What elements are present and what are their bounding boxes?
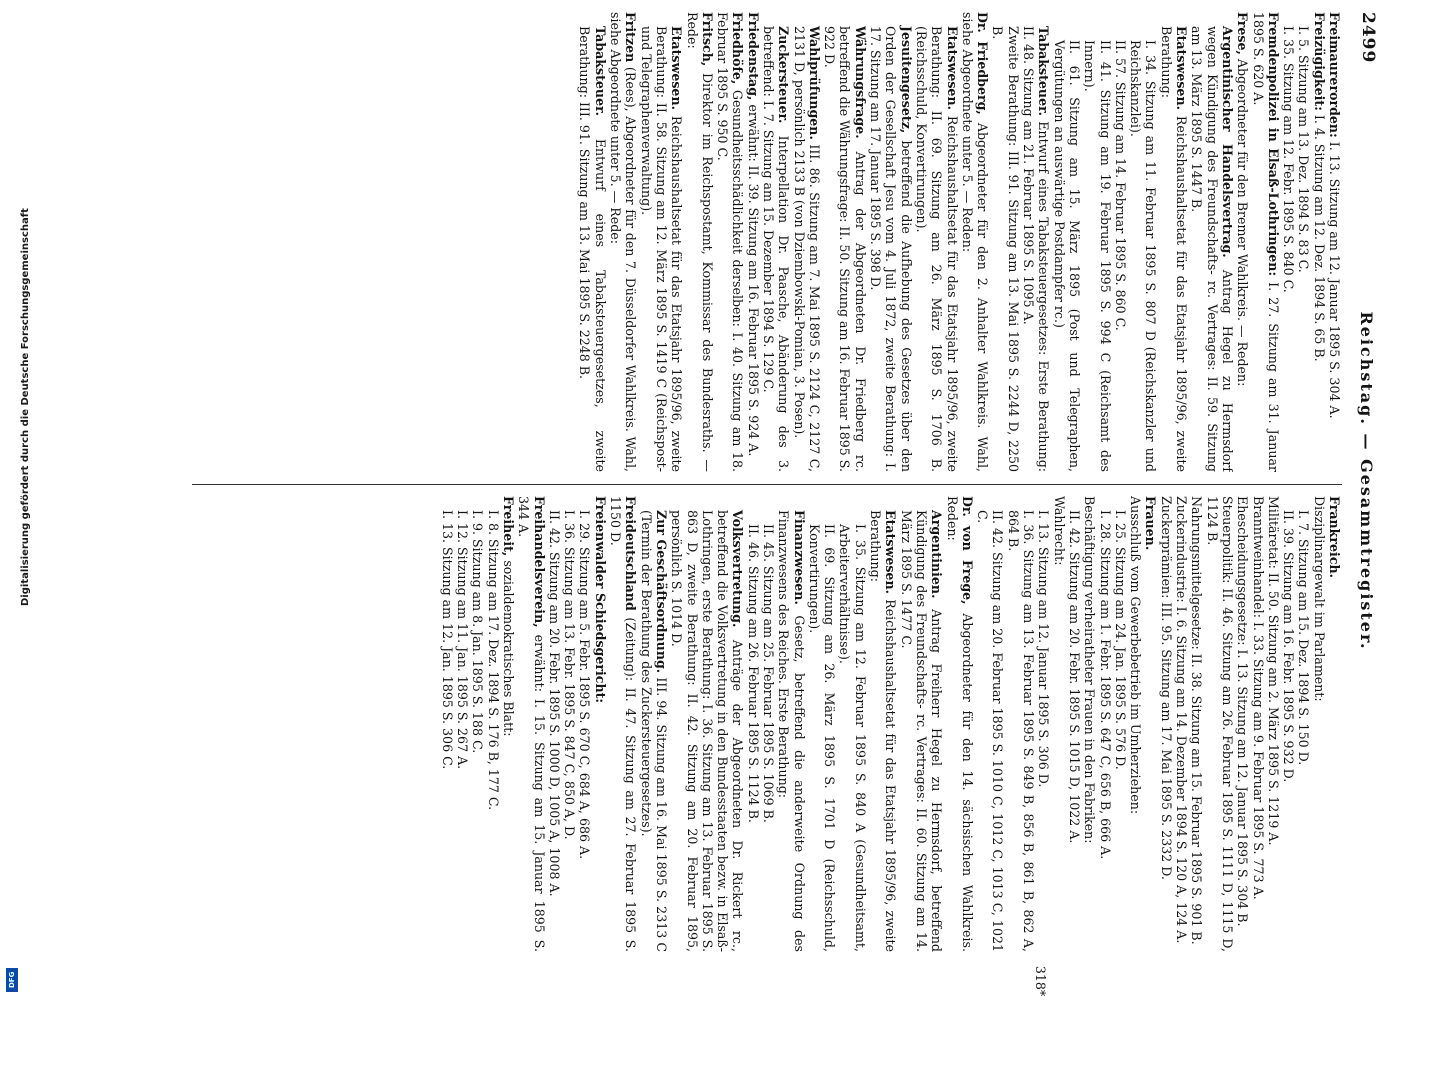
index-text: Branntweinhandel: I. 33. Sitzung am 9. Februar 1895 S. 773 A. [1250,496,1266,900]
index-entry [868,12,914,472]
index-entry [608,496,639,952]
index-text: Nahrungsmittelgesetze: II. 38. Sitzung am 15. Februar 1895 S. 901 B. [1189,496,1205,945]
index-text: Ausschluß vom Gewerbebetrieb im Umherziehen: [1128,496,1144,815]
index-keyword: Währungsfrage. [852,26,868,139]
index-text: sozialdemokratisches Blatt: [500,556,516,737]
index-text: Anträge der Abgeordneten Dr. Rickert rc., betreffend die Volksvertretung in den Bundesstaaten bezw. in Elsaß-Lothringen, erste Berathung: I. 36. Sitzung am 13. Februar 1895 S. 863 D, zweite Berathung: II. 42. Sitzung am 20. Februar 1895, persönlich S. 1014 D. [669,510,746,952]
index-entry [807,496,838,952]
index-entry [1128,12,1159,472]
index-entry [1189,12,1235,472]
index-entry [501,496,516,952]
index-entry [1128,496,1143,952]
index-text: Beschäftigung verheiratheter Frauen in den Fabriken: [1082,496,1098,844]
index-entry [1005,496,1036,952]
index-text: II. 45. Sitzung am 25. Februar 1895 S. 1069 B. [761,524,777,823]
index-entry [960,12,991,472]
index-keyword: Frankreich. [1327,496,1342,579]
index-entry [975,496,1006,952]
index-entry [1082,12,1113,472]
index-text: erwähnt: I. 15. Sitzung am 15. Januar 1895 S. 344 A. [516,496,547,952]
index-text: II. 41. Sitzung am 19. Februar 1895 S. 994 C (Reichsamt des Innern). [1082,40,1113,472]
index-text: I. 13. Sitzung am 12. Januar 1895 S. 306 D. [1036,510,1052,788]
index-text: II. 42. Sitzung am 20. Febr. 1895 S. 1015 D, 1022 A. [1066,510,1082,844]
index-text: Abgeordneter für den Bremer Wahlkreis. — Reden: [1235,54,1251,387]
index-entry [1311,496,1326,952]
index-entry [547,496,562,952]
index-keyword: Freimaurerorden: [1327,12,1342,138]
index-entry [1158,12,1189,472]
index-text: Militäretat: II. 50. Sitzung am 2. März 1895 S. 1219 A. [1265,496,1281,846]
index-entry [745,496,760,952]
index-keyword: Volksvertretung. [730,510,746,628]
index-text: I. 36. Sitzung am 13. Febr. 1895 S. 847 C, 850 A, D. [562,510,578,840]
index-entry [516,496,547,952]
index-text: I. 36. Sitzung am 13. Februar 1895 S. 849 B, 856 B, 861 B, 862 A, 864 B. [1005,510,1037,952]
index-text: Reichshaushaltsetat für das Etatsjahr 1895/96, zweite Berathung: II. 69. Sitzung am 26. März 1895 S. 1706 B. (Reichsschuld, Konvertirungen). [913,26,960,472]
index-entry [1296,12,1311,472]
index-text: I. 9. Sitzung am 8. Jan. 1895 S. 188 C. [470,510,486,754]
index-keyword: Fritzen [623,12,639,63]
index-keyword: Zuckersteuer. [776,26,792,124]
index-entry [1281,496,1296,952]
index-keyword: Zur Geschäftsordnung. [653,510,669,674]
index-entry [1036,496,1051,952]
index-keyword: Etatswesen. [1174,26,1190,110]
index-entry [1311,12,1326,472]
index-text: Zuckerindustrie: I. 6. Sitzung am 14. Dezember 1894 S. 120 A, 124 A. [1174,496,1190,944]
index-text: I. 13. Sitzung am 12. Jan. 1895 S. 306 C. [439,510,455,770]
index-entry [868,496,899,952]
index-entry [562,496,577,952]
index-text: Antrag Freiherr Hegel zu Hermsdorf, betreffend Kündigung des Freundschafts- rc. Vertrages: II. 60. Sitzung am 14. März 1895 S. 1477 C. [898,510,945,952]
index-entry [608,12,639,472]
index-entry [914,12,960,472]
index-column-left [192,12,1342,472]
index-entry [761,496,776,952]
index-entry [1250,496,1265,952]
index-text: Entwurf eines Tabaksteuergesetzes, zweite Berathung: III. 91. Sitzung am 13. Mai 1895 S. 2248 B. [577,26,608,472]
index-entry [638,496,669,952]
index-entry [669,496,745,952]
index-keyword: Friedhöfe, [730,12,746,85]
index-entry [638,12,684,472]
index-text: III. 94. Sitzung am 16. Mai 1895 S. 2313 C (Termin der Berathung des Zuckersteuergesetzes). [638,510,669,952]
index-entry [1235,496,1250,952]
index-keyword: Fremdenpolizei in Elsaß-Lothringen: [1265,12,1281,277]
index-entry [990,12,1021,472]
index-text: Reichshaushaltsetat für das Etatsjahr 1895/96, zweite Berathung: [868,510,899,952]
index-keyword: Freideutschland [623,496,639,611]
sheet-signature: 318* [1033,965,1048,997]
index-entry [1051,496,1066,952]
index-keyword: Argentinischer Handelsvertrag. [1219,26,1235,258]
index-entry [791,12,822,472]
index-text: I. 27. Sitzung am 31. Januar 1895 S. 620 A. [1250,12,1281,472]
index-keyword: Freienwalder Schiedsgericht: [592,496,608,704]
index-text: II. 42. Sitzung am 20. Februar 1895 S. 1010 C, 1012 C, 1013 C, 1021 C. [975,510,1006,952]
index-text: Abgeordneter für den 14. sächsischen Wahlkreis. Reden: [944,496,975,952]
index-text: Interpellation Dr. Paasche, Abänderung des 3. betreffend: I. 7. Sitzung am 15. Dezember 1894 S. 129 C. [761,26,792,472]
index-column-right [192,496,1342,952]
index-keyword: Dr. Friedberg, [975,12,991,115]
index-text: (Rees), Abgeordneter für den 7. Düsseldorfer Wahlkreis. Wahl, siehe Abgeordnete unter 5. — Rede: [608,12,639,472]
index-text: II. 61. Sitzung am 15. März 1895 (Post und Telegraphen, Vergütungen an auswärtige Postdampfer rc.) [1051,40,1082,472]
index-entry [1266,496,1281,952]
index-entry [1113,12,1128,472]
index-entry [1189,496,1204,952]
index-entry [1327,496,1342,952]
page-title: Reichstag. — Gesammtregister. [1357,311,1376,651]
index-text: I. 29. Sitzung am 5. Febr. 1895 S. 670 C, 684 A, 686 A. [577,510,593,860]
index-entry [944,496,975,952]
index-text: Antrag der Abgeordneten Dr. Friedberg rc. betreffend die Währungsfrage: II. 50. Sitzung am 16. Februar 1895 S. 922 D. [822,26,868,472]
index-text: I. 35. Sitzung am 12. Februar 1895 S. 840 A (Gesundheitsamt, Arbeiterverhältnisse). [837,524,868,952]
index-text: I. 12. Sitzung am 11. Jan. 1895 S. 267 A. [455,510,471,770]
index-entry [715,12,746,472]
index-text: Ehescheidungsgesetze: I. 13. Sitzung am 12. Januar 1895 S. 304 B. [1235,496,1251,927]
index-keyword: Frese, [1235,12,1251,55]
index-text: Zweite Berathung: III. 91. Sitzung am 13. Mai 1895 S. 2244 D, 2250 B. [990,26,1021,472]
index-keyword: Tabaksteuer. [592,26,608,116]
index-entry [470,496,485,952]
index-entry [1082,496,1097,952]
index-entry [822,12,868,472]
index-entry [1158,496,1173,952]
index-entry [577,12,608,472]
index-entry [455,496,470,952]
index-text: I. 5. Sitzung am 13. Dez. 1894 S. 83 C. [1296,26,1312,273]
index-text: Abgeordneter für den 2. Anhalter Wahlkreis. Wahl, siehe Abgeordnete unter 5. — Reden: [959,12,991,472]
index-text: Direktor im Reichspostamt, Kommissar des Bundesraths. — Rede: [684,12,715,472]
index-entry [577,496,592,952]
index-entry [684,12,715,472]
index-entry [1296,496,1311,952]
index-entry [1235,12,1250,472]
index-keyword: Wahlprüfungen. [806,26,822,140]
index-text: betreffend die Aufhebung des Gesetzes über den Orden der Gesellschaft Jesu vom 4. Juli 1872, zweite Berathung: I. 17. Sitzung am 17. Januar 1895 S. 398 D. [868,26,914,472]
index-keyword: Tabaksteuer. [1036,26,1052,116]
index-keyword: Argentinien. [929,510,945,599]
index-entry [761,12,792,472]
index-text: Zuckerprämien: III. 95. Sitzung am 17. Mai 1895 S. 2332 D. [1158,496,1174,880]
index-keyword: Jesuitengesetz, [898,26,914,134]
index-entry [1021,12,1052,472]
page-number: 2499 [1358,12,1378,64]
index-text: I. 28. Sitzung am 1. Febr. 1895 S. 647 C, 656 B, 666 A. [1097,510,1113,860]
index-text: Wahlrecht: [1051,496,1067,566]
index-keyword: Freiheit, [500,496,516,557]
index-entry [1250,12,1281,472]
index-entry [1143,496,1158,952]
index-entry [837,496,868,952]
index-entry [898,496,944,952]
index-text: I. 7. Sitzung am 15. Dez. 1894 S. 150 D. [1296,510,1312,766]
index-entry [485,496,500,952]
rotated-document-page [178,6,1388,956]
index-entry [1327,12,1342,472]
index-keyword: Friedenstag, [745,12,761,101]
index-entry [1113,496,1128,952]
index-text: erwähnt: II. 39. Sitzung am 16. Februar 1895 S. 924 A. [745,100,761,457]
index-keyword: Etatswesen. [944,26,960,110]
dfg-logo-icon: DFG [6,968,18,992]
digitization-credit: Digitalisierung gefördert durch die Deutsche Forschungsgemeinschaft [20,208,31,606]
index-keyword: Finanzwesen. [791,510,807,605]
index-text: Antrag Hegel zu Hermsdorf wegen Kündigung des Freundschafts- rc. Vertrages: II. 59. Sitzung am 13. März 1895 S. 1447 B. [1189,26,1235,472]
index-entry [1051,12,1082,472]
index-keyword: Freihandelsverein, [531,496,547,628]
index-text: II. 42. Sitzung am 20. Febr. 1895 S. 1000 D, 1005 A, 1008 A. [546,510,562,897]
index-keyword: Freizügigkeit: [1311,12,1327,111]
page-header [1342,6,1388,956]
index-entry [1097,496,1112,952]
index-text: I. 35. Sitzung am 12. Febr. 1895 S. 840 C. [1281,26,1297,293]
index-keyword: Fritsch, [699,12,715,67]
column-divider [192,484,1342,485]
index-text: Reichshaushaltsetat für das Etatsjahr 1895/96, zweite Berathung: II. 58. Sitzung am 12. März 1895 S. 1419 C (Reichspost- und Telegraphenverwaltung). [638,26,685,472]
index-text: III. 86. Sitzung am 7. Mai 1895 S. 2124 C, 2127 C, 2131 D, persönlich 2133 B (von Dziembowski-Pomian, 3. Posen). [791,26,822,472]
index-keyword: Dr. von Frege, [959,496,975,605]
index-entry [1281,12,1296,472]
index-keyword: Etatswesen. [883,510,899,594]
index-text: II. 69. Sitzung am 26. März 1895 S. 1701 D (Reichsschuld, Konvertirungen). [806,524,838,952]
index-text: Steuerpolitik: II. 46. Sitzung am 26. Februar 1895 S. 1111 D, 1115 D, 1124 B. [1204,496,1235,952]
index-entry [439,496,454,952]
index-text: I. 8. Sitzung am 17. Dez. 1894 S. 176 B, 177 C. [485,510,501,811]
index-entry [1067,496,1082,952]
index-entry [1204,496,1235,952]
index-text: II. 57. Sitzung am 14. Februar 1895 S. 860 C. [1112,40,1128,331]
index-text: Disziplinargewalt im Parlament: [1311,496,1327,702]
index-keyword: Etatswesen. [669,26,685,110]
index-text: II. 39. Sitzung am 16. Febr. 1895 S. 932 D. [1281,510,1297,783]
index-text: I. 4. Sitzung am 12. Dez. 1894 S. 65 B. [1311,110,1327,362]
index-entry [592,496,607,952]
index-entry [1174,496,1189,952]
index-text: Gesundheitsschädlichkeit derselben: I. 40. Sitzung am 18. Februar 1895 S. 950 C. [715,12,746,472]
index-text: Reichshaushaltsetat für das Etatsjahr 1895/96, zweite Berathung: [1158,26,1190,472]
index-keyword: Frauen. [1143,496,1159,551]
index-text: Gesetz, betreffend die anderweite Ordnung des Finanzwesens des Reiches. Erste Berathung: [776,510,807,952]
index-entry [776,496,807,952]
index-text: Entwurf eines Tabaksteuergesetzes: Erste Berathung: II. 48. Sitzung am 21. Februar 1895 S. 1095 A. [1021,26,1052,472]
index-text: I. 25. Sitzung am 24. Jan. 1895 S. 576 D. [1112,510,1128,770]
index-text: I. 13. Sitzung am 12. Januar 1895 S. 304 A. [1327,137,1342,419]
index-entry [745,12,760,472]
index-text: (Zeitung): II. 47. Sitzung am 27. Februar 1895 S. 1150 D. [608,496,639,952]
index-text: II. 46. Sitzung am 26. Februar 1895 S. 1124 B. [745,524,761,823]
index-text: I. 34. Sitzung am 11. Februar 1895 S. 807 D (Reichskanzler und Reichskanzlei). [1128,40,1159,472]
